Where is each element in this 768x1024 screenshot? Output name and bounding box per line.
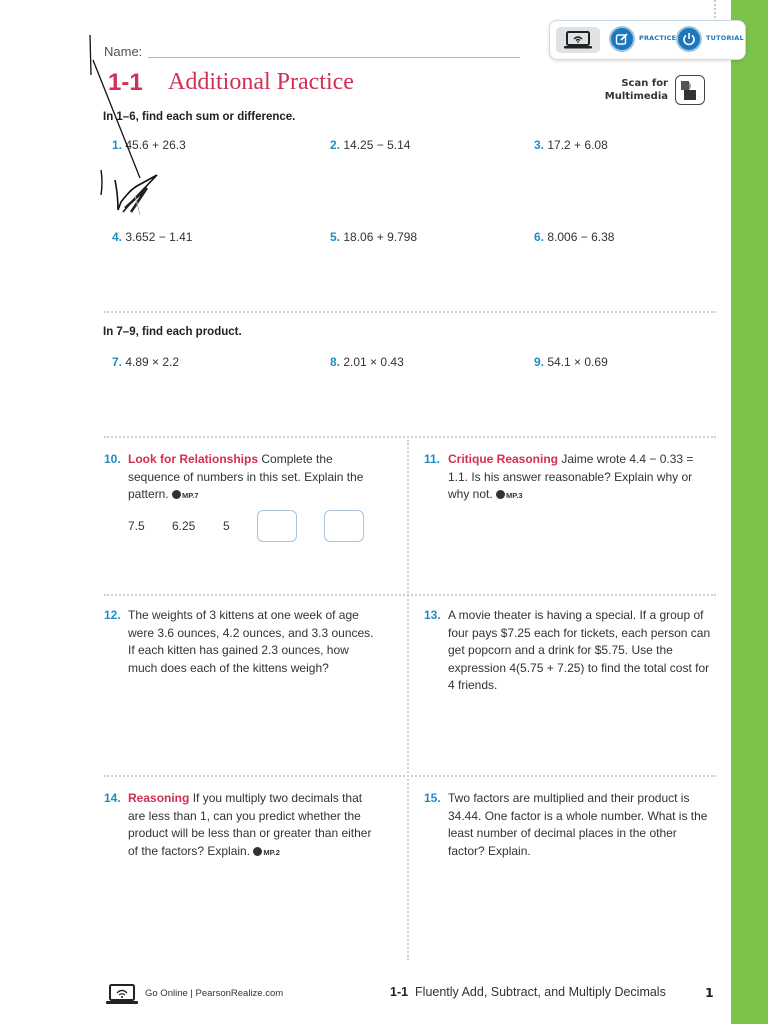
laptop-icon[interactable] xyxy=(556,27,600,53)
question-14: 14. Reasoning If you multiply two decimals that are less than 1, can you predict whether the product will be less than or greater than either of the factors? Explain. MP.2 xyxy=(104,790,380,861)
math-practice-badge: MP.7 xyxy=(172,487,199,505)
instruction-7-9: In 7–9, find each product. xyxy=(103,326,242,338)
question-15: 15. Two factors are multiplied and their product is 34.44. One factor is a whole number. What is the least number of decimal places in the other factor? Explain. xyxy=(424,791,708,858)
instruction-1-6: In 1–6, find each sum or difference. xyxy=(103,111,296,123)
problem-6: 6. 8.006 − 6.38 xyxy=(534,230,615,244)
multimedia-icon[interactable] xyxy=(675,75,705,105)
side-color-bar xyxy=(731,0,768,1024)
lesson-number: 1-1 xyxy=(108,69,143,96)
problem-1: 1. 45.6 + 26.3 xyxy=(112,138,186,152)
question-11: 11. Critique Reasoning Jaime wrote 4.4 − 0.33 = 1.1. Is his answer reasonable? Explain why or why not. MP.3 xyxy=(424,451,714,505)
divider xyxy=(104,436,716,438)
footer-lesson: 1-1 Fluently Add, Subtract, and Multiply Decimals xyxy=(390,985,666,999)
pen-scribble xyxy=(85,30,175,230)
problem-3: 3. 17.2 + 6.08 xyxy=(534,138,608,152)
problem-2: 2. 14.25 − 5.14 xyxy=(330,138,411,152)
page-title: Additional Practice xyxy=(168,69,354,95)
divider xyxy=(104,594,716,596)
question-13: 13. A movie theater is having a special. If a group of four pays $7.25 each for tickets, each person can get popcorn and a drink for $5.75. Use the expression 4(5.75 + 7.25) to find the total cost for 4 friends. xyxy=(424,608,711,692)
problem-4: 4. 3.652 − 1.41 xyxy=(112,230,193,244)
math-practice-badge: MP.2 xyxy=(253,844,280,862)
scan-for-multimedia: Scan for Multimedia xyxy=(604,78,668,102)
go-online-link[interactable]: Go Online | PearsonRealize.com xyxy=(145,988,284,999)
page-number: 1 xyxy=(705,985,714,1000)
sequence-value: 5 xyxy=(223,519,230,533)
practice-label[interactable]: PRACTICE xyxy=(639,34,677,42)
question-12: 12. The weights of 3 kittens at one week of age were 3.6 ounces, 4.2 ounces, and 3.3 ounces. If each kitten has gained 2.3 ounces, how much does each of the kittens weigh? xyxy=(104,608,374,675)
column-divider xyxy=(407,440,409,960)
practice-icon[interactable] xyxy=(609,26,635,52)
sequence-value: 6.25 xyxy=(172,519,196,533)
sequence-value: 7.5 xyxy=(128,519,145,533)
go-online-laptop-icon[interactable] xyxy=(105,983,139,1007)
math-practice-badge: MP.3 xyxy=(496,487,523,505)
answer-box[interactable] xyxy=(257,510,297,542)
name-field[interactable] xyxy=(148,57,520,58)
problem-7: 7. 4.89 × 2.2 xyxy=(112,355,180,369)
name-label: Name: xyxy=(104,44,143,59)
divider xyxy=(104,775,716,777)
problem-8: 8. 2.01 × 0.43 xyxy=(330,355,404,369)
question-10: 10. Look for Relationships Complete the sequence of numbers in this set. Explain the pattern. MP.7 xyxy=(104,451,384,505)
tutorial-label[interactable]: TUTORIAL xyxy=(706,34,744,42)
digital-resources-bar xyxy=(549,20,746,60)
answer-box[interactable] xyxy=(324,510,364,542)
tutorial-icon[interactable] xyxy=(676,26,702,52)
divider xyxy=(104,311,716,313)
problem-5: 5. 18.06 + 9.798 xyxy=(330,230,418,244)
problem-9: 9. 54.1 × 0.69 xyxy=(534,355,608,369)
top-divider xyxy=(714,0,716,18)
